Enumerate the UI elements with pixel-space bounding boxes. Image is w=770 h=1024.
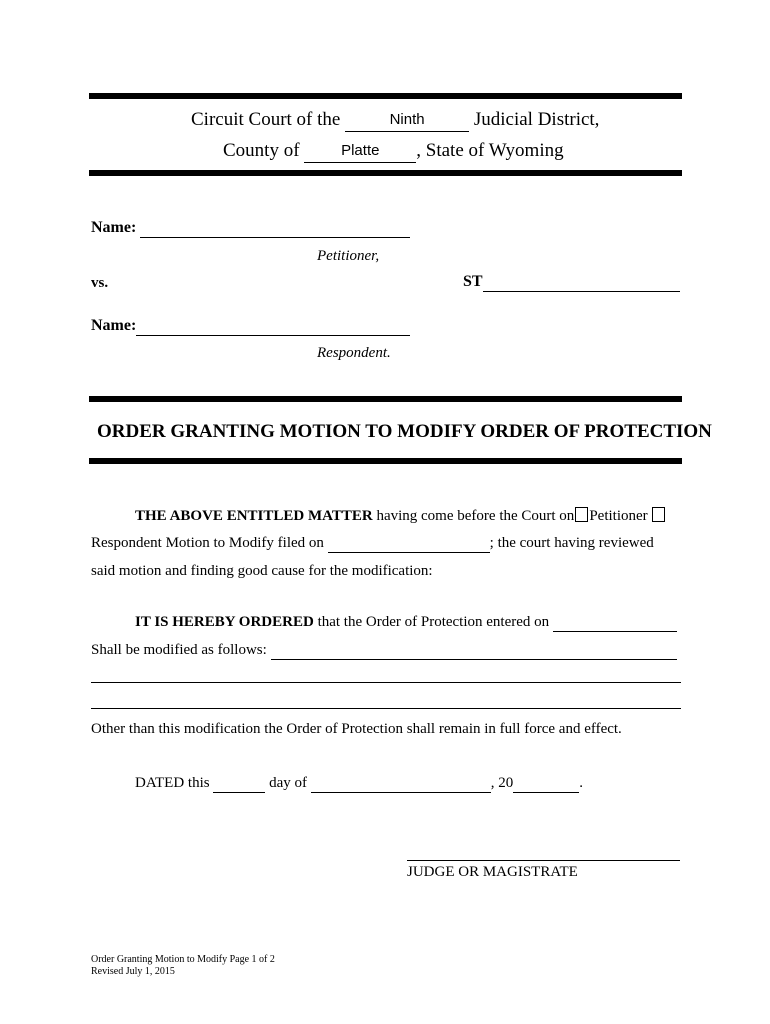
court-reviewed-text: ; the court having reviewed xyxy=(489,535,654,551)
matter-text: having come before the Court on xyxy=(372,508,575,524)
dated-year-prefix: , 20 xyxy=(490,775,514,791)
dated-day-of: day of xyxy=(265,775,311,791)
paragraph-2-line-1 xyxy=(135,614,677,632)
modification-line-1[interactable] xyxy=(271,642,677,660)
county-suffix: , State of Wyoming xyxy=(416,140,564,161)
county-state-line xyxy=(223,140,564,163)
petitioner-name-field[interactable] xyxy=(140,219,410,238)
modification-line-2[interactable] xyxy=(91,682,681,683)
judge-signature-label: JUDGE OR MAGISTRATE xyxy=(407,864,578,880)
dated-day-field[interactable] xyxy=(213,775,265,793)
modified-as-follows-label: Shall be modified as follows: xyxy=(91,642,271,658)
footer-revision: Revised July 1, 2015 xyxy=(91,966,175,977)
respondent-option-label: Respondent xyxy=(91,535,162,551)
court-district-line xyxy=(191,109,599,132)
petitioner-name-label: Name: xyxy=(91,219,137,236)
respondent-name-label: Name: xyxy=(91,317,137,334)
county-prefix: County of xyxy=(223,140,300,161)
respondent-name-field[interactable] xyxy=(136,317,410,336)
respondent-role: Respondent. xyxy=(317,345,391,361)
footer-page-info: Order Granting Motion to Modify Page 1 of 2 xyxy=(91,954,275,965)
judge-signature-line[interactable] xyxy=(407,860,680,861)
paragraph-1-line-1 xyxy=(135,507,666,525)
petitioner-checkbox[interactable] xyxy=(575,507,588,522)
paragraph-1-line-3: said motion and finding good cause for the modification: xyxy=(91,563,433,579)
county-field[interactable] xyxy=(304,140,416,163)
district-field[interactable] xyxy=(345,109,469,132)
case-number-row xyxy=(463,273,680,292)
matter-heading: THE ABOVE ENTITLED MATTER xyxy=(135,508,373,524)
header-top-rule xyxy=(89,93,682,99)
dated-prefix: DATED this xyxy=(135,775,214,791)
protection-entered-date-field[interactable] xyxy=(553,614,677,632)
petitioner-role: Petitioner, xyxy=(317,248,380,264)
ordered-heading: IT IS HEREBY ORDERED xyxy=(135,614,314,630)
petitioner-option-label: Petitioner xyxy=(589,508,648,524)
district-suffix: Judicial District, xyxy=(473,109,600,130)
dated-year-field[interactable] xyxy=(513,775,579,793)
header-bottom-rule xyxy=(89,170,682,176)
ordered-text: that the Order of Protection entered on xyxy=(313,614,553,630)
dated-month-field[interactable] xyxy=(311,775,491,793)
motion-filed-text: Motion to Modify filed on xyxy=(161,535,328,551)
page-footer xyxy=(91,954,275,978)
county-value: Platte xyxy=(341,142,380,159)
full-force-statement: Other than this modification the Order of Protection shall remain in full force and effect. xyxy=(91,721,622,737)
court-prefix: Circuit Court of the xyxy=(191,109,341,130)
document-title: ORDER GRANTING MOTION TO MODIFY ORDER OF PROTECTION xyxy=(97,421,712,442)
case-label: ST xyxy=(463,273,483,290)
district-value: Ninth xyxy=(389,111,425,128)
paragraph-1-line-2 xyxy=(91,535,654,553)
dated-line xyxy=(135,775,583,793)
versus-label: vs. xyxy=(91,275,109,291)
paragraph-2-line-2 xyxy=(91,642,677,660)
modification-line-3[interactable] xyxy=(91,708,681,709)
respondent-checkbox[interactable] xyxy=(652,507,665,522)
motion-filed-date-field[interactable] xyxy=(328,535,490,553)
petitioner-name-row xyxy=(91,219,410,238)
dated-end: . xyxy=(579,775,583,791)
case-number-field[interactable] xyxy=(483,273,680,292)
title-top-rule xyxy=(89,396,682,402)
respondent-name-row xyxy=(91,317,410,336)
title-bottom-rule xyxy=(89,458,682,464)
